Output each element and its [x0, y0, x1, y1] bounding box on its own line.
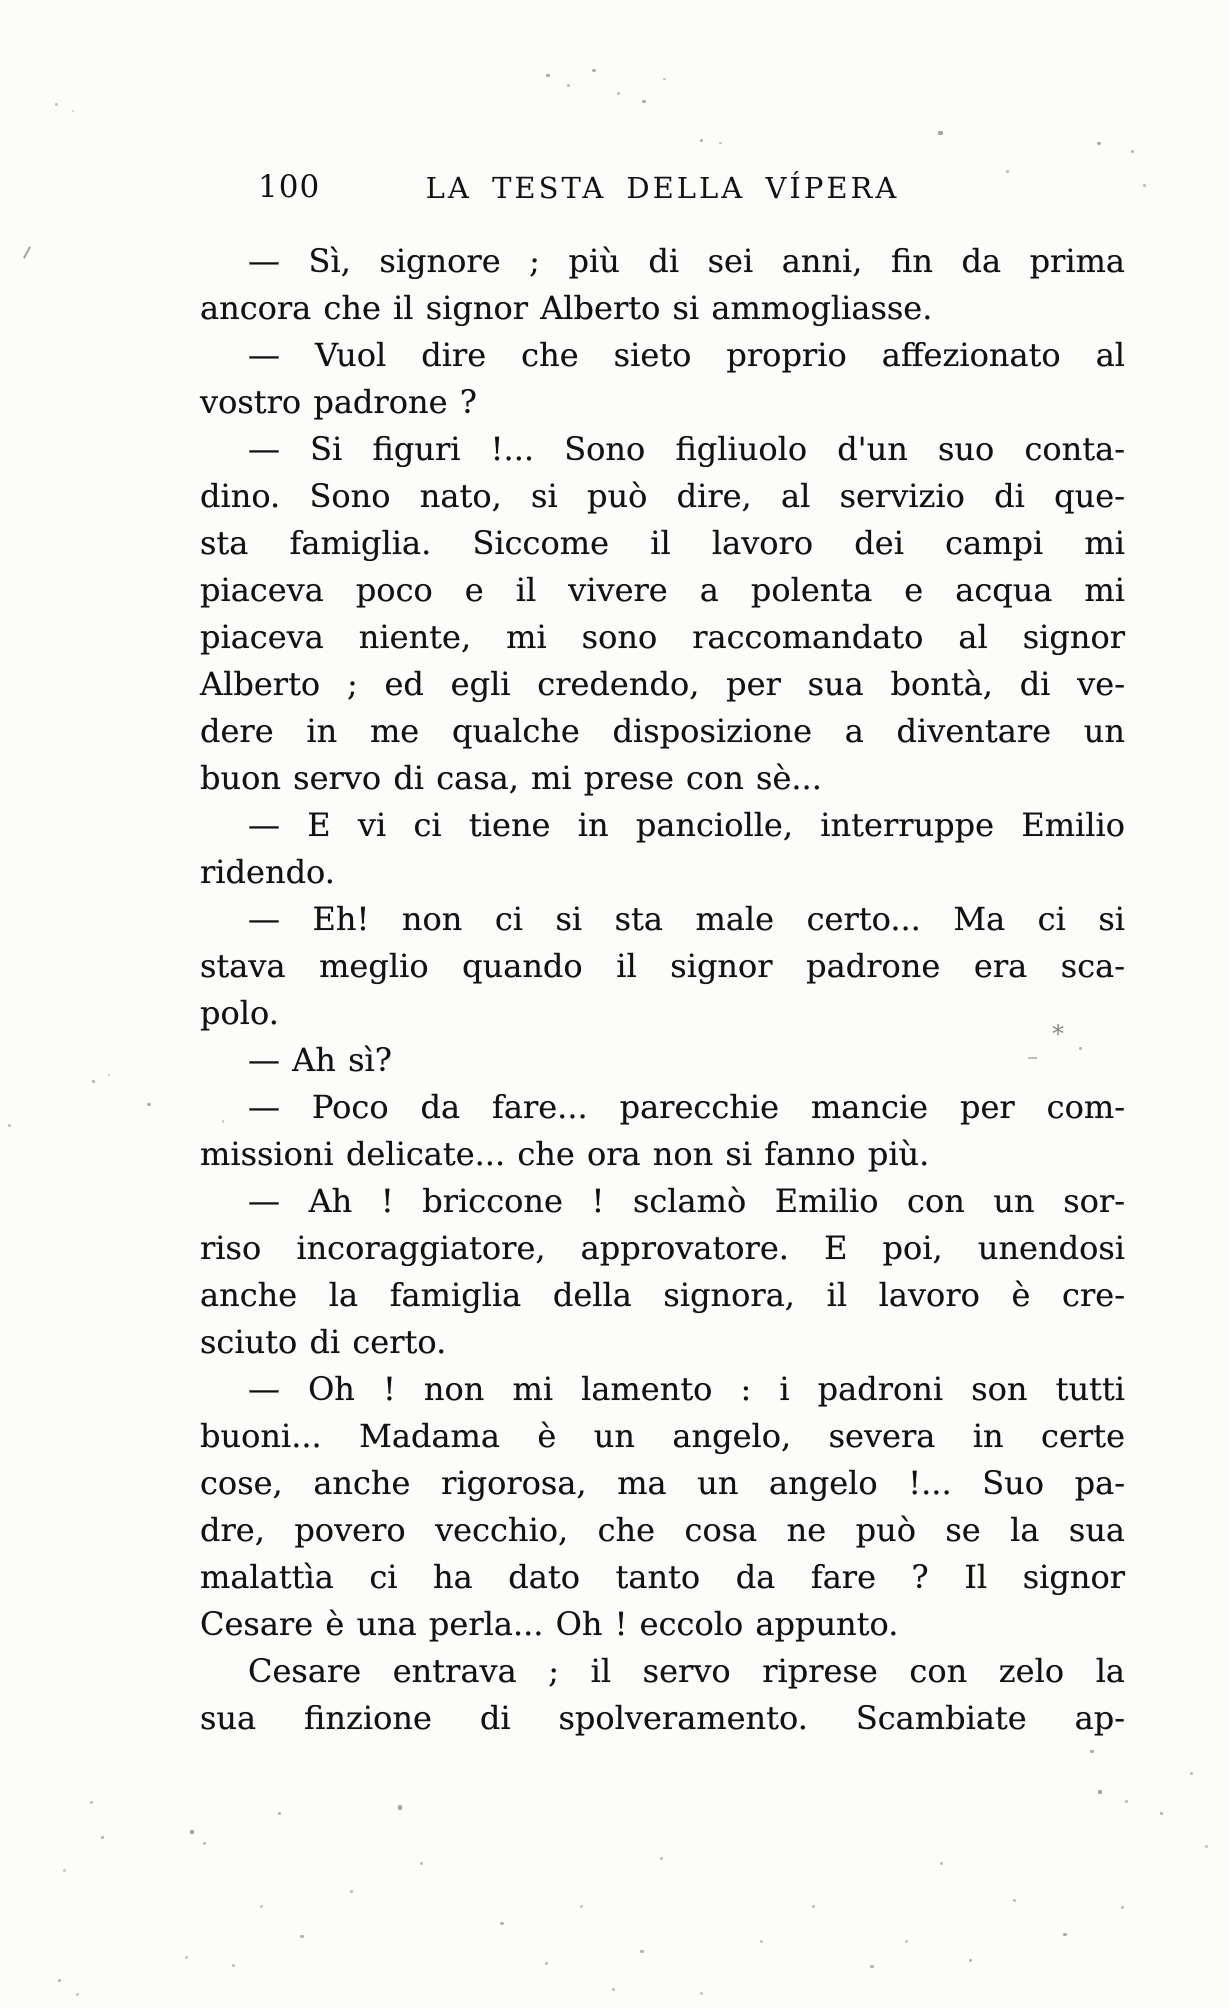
scan-speck — [905, 1940, 908, 1943]
scan-speck — [63, 1869, 66, 1872]
text-line: — Oh ! non mi lamento : i padroni son tutti — [248, 1370, 1125, 1408]
scan-speck — [23, 246, 31, 258]
scan-speck — [1131, 150, 1134, 153]
scan-speck — [969, 1959, 972, 1962]
running-title: LA TESTA DELLA VÍPERA — [425, 171, 900, 205]
scan-speck — [190, 1830, 194, 1834]
scan-speck — [58, 1979, 61, 1982]
scan-speck — [350, 1890, 353, 1893]
text-line: — Sì, signore ; più di sei anni, fin da prima — [248, 242, 1125, 280]
scan-speck — [612, 1988, 615, 1991]
scan-speck — [92, 1080, 95, 1083]
scan-speck — [870, 1965, 874, 1968]
text-line: — Poco da fare... parecchie mancie per com- — [248, 1088, 1125, 1126]
text-line: riso incoraggiatore, approvatore. E poi, unendosi — [200, 1229, 1125, 1267]
text-line: buon servo di casa, mi prese con sè... — [200, 759, 822, 797]
text-line: — Ah ! briccone ! sclamò Emilio con un sor- — [248, 1182, 1125, 1220]
text-line: sciuto di certo. — [200, 1323, 447, 1361]
text-line: dere in me qualche disposizione a diventare un — [200, 712, 1125, 750]
scan-speck — [1097, 142, 1101, 145]
scan-speck — [940, 1862, 943, 1865]
text-line: malattìa ci ha dato tanto da fare ? Il signor — [200, 1558, 1125, 1596]
scan-speck — [108, 1074, 110, 1076]
text-line: piaceva poco e il vivere a polenta e acqua mi — [200, 571, 1125, 609]
scan-speck — [660, 1857, 663, 1860]
text-line: stava meglio quando il signor padrone era sca- — [200, 947, 1125, 985]
text-line: vostro padrone ? — [200, 383, 477, 421]
scan-speck — [1190, 1772, 1193, 1775]
text-line: — Ah sì? — [248, 1041, 392, 1079]
scan-speck — [420, 1862, 423, 1865]
text-line: dino. Sono nato, si può dire, al servizio di que- — [200, 477, 1125, 515]
scan-speck — [278, 1812, 281, 1815]
text-line: polo. — [200, 994, 279, 1032]
scan-speck — [663, 78, 666, 80]
text-line: — Eh! non ci si sta male certo... Ma ci si — [248, 900, 1125, 938]
text-line: missioni delicate... che ora non si fanno più. — [200, 1135, 930, 1173]
scan-speck — [1205, 1845, 1208, 1848]
text-line: Cesare entrava ; il servo riprese con zelo la — [248, 1652, 1125, 1690]
scan-speck — [592, 69, 596, 72]
scan-speck — [1125, 1800, 1128, 1803]
text-line: Cesare è una perla... Oh ! eccolo appunto. — [200, 1605, 899, 1643]
scan-speck — [580, 1905, 583, 1908]
scan-speck — [147, 1103, 151, 1106]
text-line: ancora che il signor Alberto si ammogliasse. — [200, 289, 933, 327]
scan-speck — [546, 74, 550, 77]
scan-speck — [1121, 1906, 1124, 1909]
scan-speck — [938, 131, 943, 135]
scan-speck — [8, 1124, 11, 1127]
scan-speck — [90, 1801, 93, 1804]
scan-speck — [640, 1950, 644, 1953]
text-line: — Vuol dire che sieto proprio affezionato al — [248, 336, 1125, 374]
text-line: sua finzione di spolveramento. Scambiate ap- — [200, 1699, 1125, 1737]
scan-speck — [1090, 1750, 1094, 1753]
scan-speck — [1063, 1933, 1067, 1936]
scan-speck — [203, 1842, 206, 1845]
text-line: Alberto ; ed egli credendo, per sua bontà, di ve- — [200, 665, 1125, 703]
scan-speck — [700, 139, 703, 142]
text-line: cose, anche rigorosa, ma un angelo !... Suo pa- — [200, 1464, 1125, 1502]
scan-speck — [642, 100, 646, 103]
text-line: dre, povero vecchio, che cosa ne può se la sua — [200, 1511, 1125, 1549]
text-line: sta famiglia. Siccome il lavoro dei campi mi — [200, 524, 1125, 562]
text-line: piaceva niente, mi sono raccomandato al signor — [200, 618, 1125, 656]
text-line: anche la famiglia della signora, il lavoro è cre- — [200, 1276, 1125, 1314]
scan-speck — [617, 92, 620, 95]
scan-speck — [232, 1964, 235, 1967]
text-line: — E vi ci tiene in panciolle, interruppe Emilio — [248, 806, 1125, 844]
scan-speck — [185, 1956, 188, 1959]
scan-speck — [1160, 1812, 1163, 1815]
text-line: — Si figuri !... Sono figliuolo d'un suo conta- — [248, 430, 1125, 468]
scan-speck — [1098, 1790, 1102, 1794]
text-line: ridendo. — [200, 853, 335, 891]
text-line: buoni... Madama è un angelo, severa in certe — [200, 1417, 1125, 1455]
scan-speck — [812, 1905, 815, 1908]
scan-speck — [76, 1993, 79, 1996]
scan-speck — [1143, 184, 1146, 187]
scan-speck — [300, 1935, 304, 1938]
scan-speck — [55, 103, 58, 106]
scan-speck — [72, 110, 74, 112]
page-header — [200, 168, 1125, 210]
scan-speck — [567, 84, 570, 87]
scan-speck — [719, 142, 722, 144]
scan-speck — [101, 1836, 104, 1839]
page-number: 100 — [258, 169, 321, 205]
scan-speck — [500, 1922, 504, 1925]
text-block — [200, 238, 1125, 1742]
scan-speck: * — [1052, 1020, 1064, 1048]
scan-speck — [545, 1962, 548, 1965]
scan-speck — [700, 1992, 703, 1995]
scan-speck — [1013, 1899, 1016, 1902]
scan-speck — [398, 1805, 402, 1810]
scan-speck — [260, 1905, 263, 1908]
scan-speck — [760, 1940, 763, 1943]
